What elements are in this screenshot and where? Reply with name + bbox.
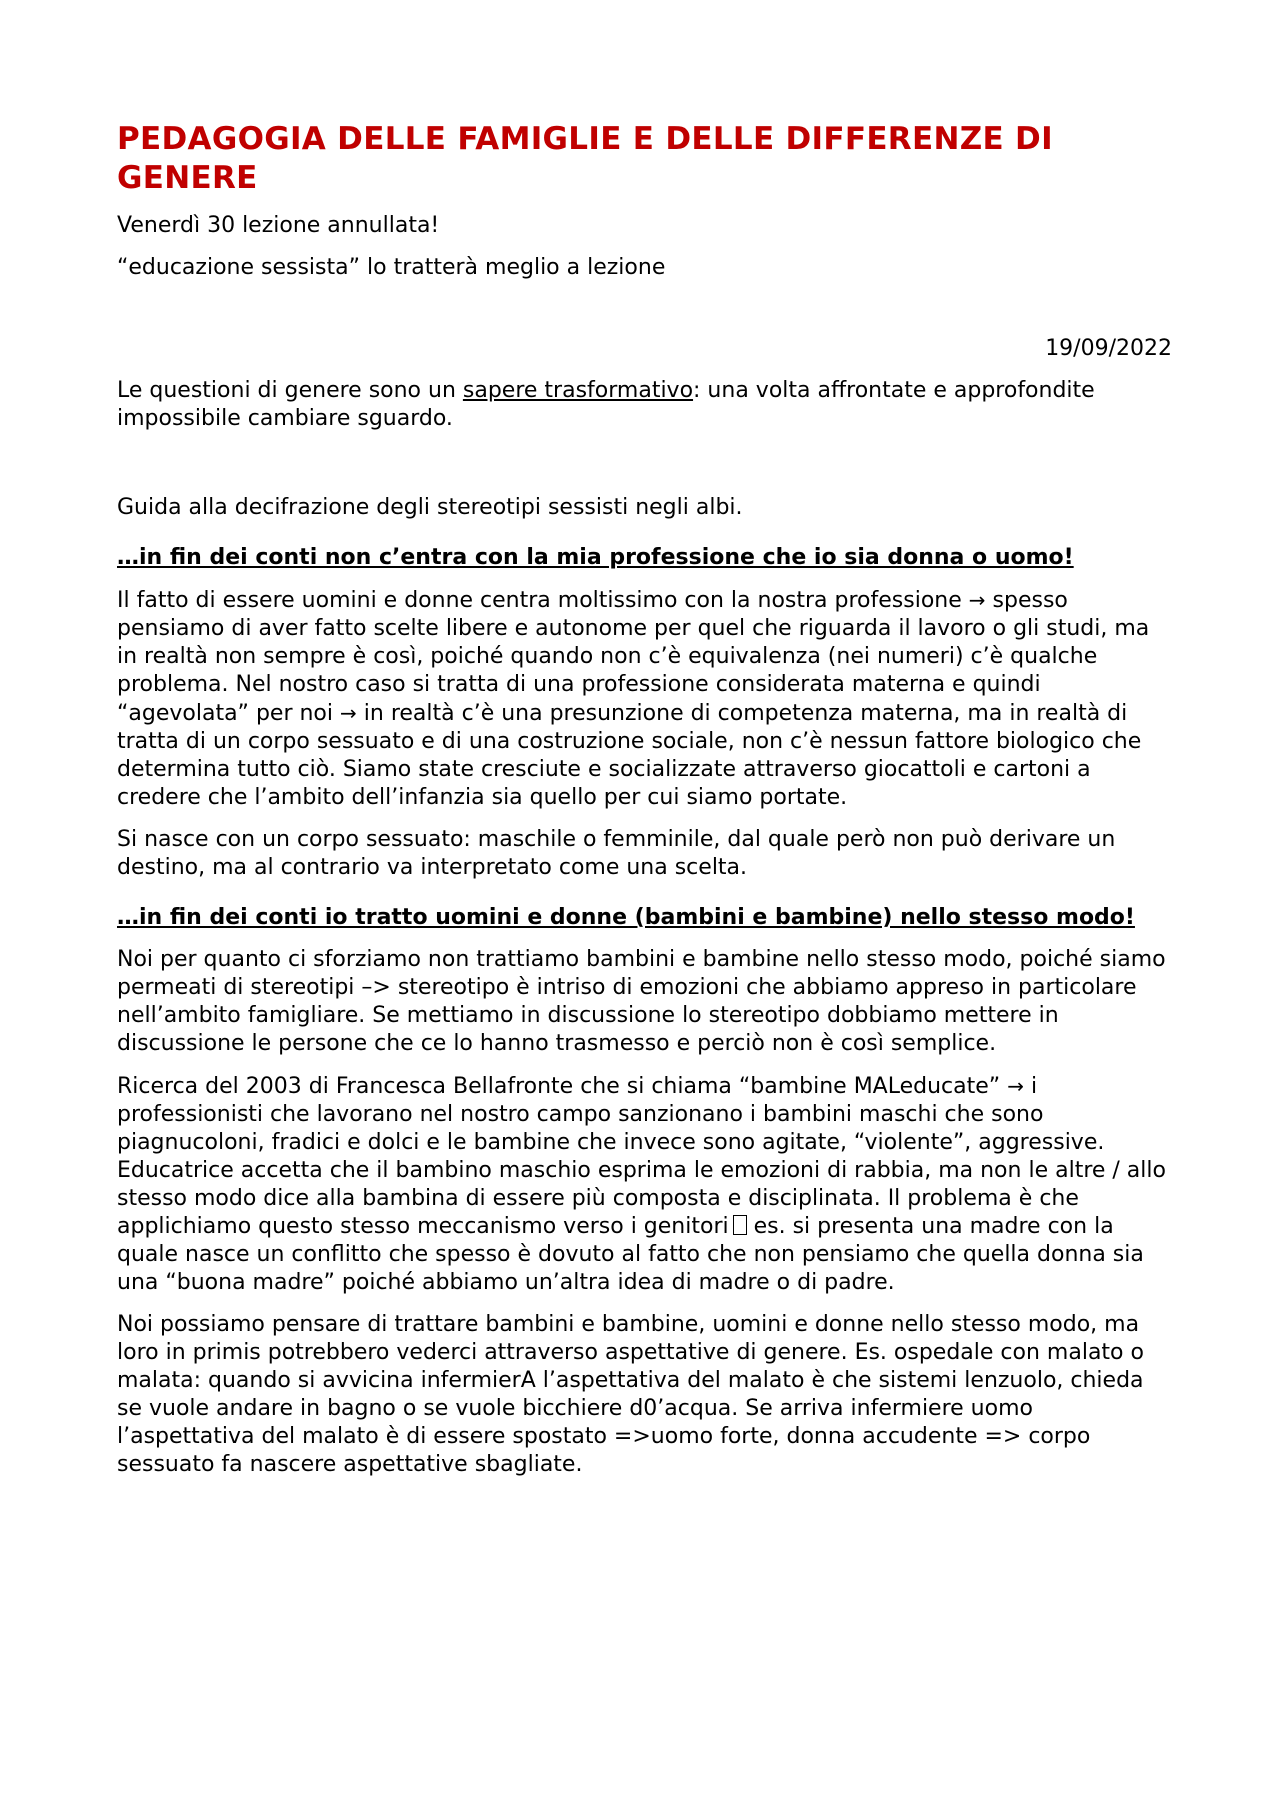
- section2-p2-part-a: Ricerca del 2003 di Francesca Bellafronte che si chiama “bambine MALeducate”: [117, 1074, 1001, 1099]
- intro-paragraph: [117, 377, 1172, 433]
- section1-p1-part-b: spesso pensiamo di aver fatto scelte libere e autonome per quel che riguarda il lavoro o gli studi, ma in realtà non sempre è così, poiché quando non c’è equivalenza (nei numeri) c’è qualche problema. Nel nostro caso si tratta di una professione considerata materna e quindi “agevolata” per noi: [117, 588, 1150, 726]
- section2-paragraph-2: [117, 1072, 1172, 1297]
- note-sexist-education: “educazione sessista” lo tratterà meglio a lezione: [117, 255, 666, 280]
- section2-paragraph-3: Noi possiamo pensare di trattare bambini e bambine, uomini e donne nello stesso modo, ma loro in primis potrebbero vederci attraverso aspettative di genere. Es. ospedale con malato o malata: quando si avvicina infermierA l’aspettativa del malato è che sistemi lenzuolo, chieda se vuole andare in bagno o se vuole bicchiere d0’acqua. Se arriva infermiere uomo l’aspettativa del malato è di essere spostato =>uomo forte, donna accudente => corpo sessuato fa nascere aspettative sbagliate.: [117, 1312, 1144, 1477]
- section2-p2-part-c: es. si presenta una madre con la quale nasce un conflitto che spesso è dovuto al fatto che non pensiamo che quella donna sia una “buona madre” poiché abbiamo un’altra idea di madre o di padre.: [117, 1214, 1144, 1295]
- section1-paragraph-2: Si nasce con un corpo sessuato: maschile o femminile, dal quale però non può derivare un destino, ma al contrario va interpretato come una scelta.: [117, 827, 1116, 880]
- section1-paragraph-1: [117, 586, 1172, 812]
- arrow-right-icon: →: [340, 701, 357, 725]
- section2-paragraph-1: Noi per quanto ci sforziamo non trattiamo bambini e bambine nello stesso modo, poiché siamo permeati di stereotipi –> stereotipo è intriso di emozioni che abbiamo appreso in particolare nell’ambito famigliare. Se mettiamo in discussione lo stereotipo dobbiamo mettere in discussione le persone che ce lo hanno trasmesso e perciò non è così semplice.: [117, 947, 1166, 1056]
- missing-glyph-icon: [733, 1215, 747, 1235]
- arrow-right-icon: →: [968, 588, 986, 612]
- section2-heading: …in fin dei conti io tratto uomini e donne (bambini e bambine) nello stesso modo!: [117, 905, 1135, 930]
- section1-heading: …in fin dei conti non c’entra con la mia professione che io sia donna o uomo!: [117, 545, 1074, 570]
- intro-underlined-term: sapere trasformativo: [462, 378, 694, 403]
- section1-p1-part-a: Il fatto di essere uomini e donne centra moltissimo con la nostra professione: [117, 588, 962, 613]
- page-title: PEDAGOGIA DELLE FAMIGLIE E DELLE DIFFERENZE DI GENERE: [117, 121, 1053, 196]
- note-cancelled-lesson: Venerdì 30 lezione annullata!: [117, 213, 440, 238]
- intro-text-before: Le questioni di genere sono un: [117, 378, 463, 403]
- section2-p2-part-b: i professionisti che lavorano nel nostro campo sanzionano i bambini maschi che sono piagnucoloni, fradici e dolci e le bambine che invece sono agitate, “violente”, aggressive. Educatrice accetta che il bambino maschio esprima le emozioni di rabbia, ma non le altre / allo stesso modo dice alla bambina di essere più composta e disciplinata. Il problema è che applichiamo questo stesso meccanismo verso i genitori: [117, 1074, 1166, 1239]
- document-page: [117, 120, 1172, 1479]
- section1-p1-part-c: in realtà c’è una presunzione di competenza materna, ma in realtà di tratta di un corpo sessuato e di una costruzione sociale, non c’è nessun fattore biologico che determina tutto ciò. Siamo state cresciute e socializzate attraverso giocattoli e cartoni a credere che l’ambito dell’infanzia sia quello per cui siamo portate.: [117, 701, 1142, 810]
- lesson-date: 19/09/2022: [1045, 336, 1172, 361]
- arrow-right-icon: →: [1007, 1074, 1024, 1098]
- guide-line: Guida alla decifrazione degli stereotipi sessisti negli albi.: [117, 495, 743, 520]
- intro-text-after: : una volta affrontate e approfondite impossibile cambiare sguardo.: [117, 378, 1095, 431]
